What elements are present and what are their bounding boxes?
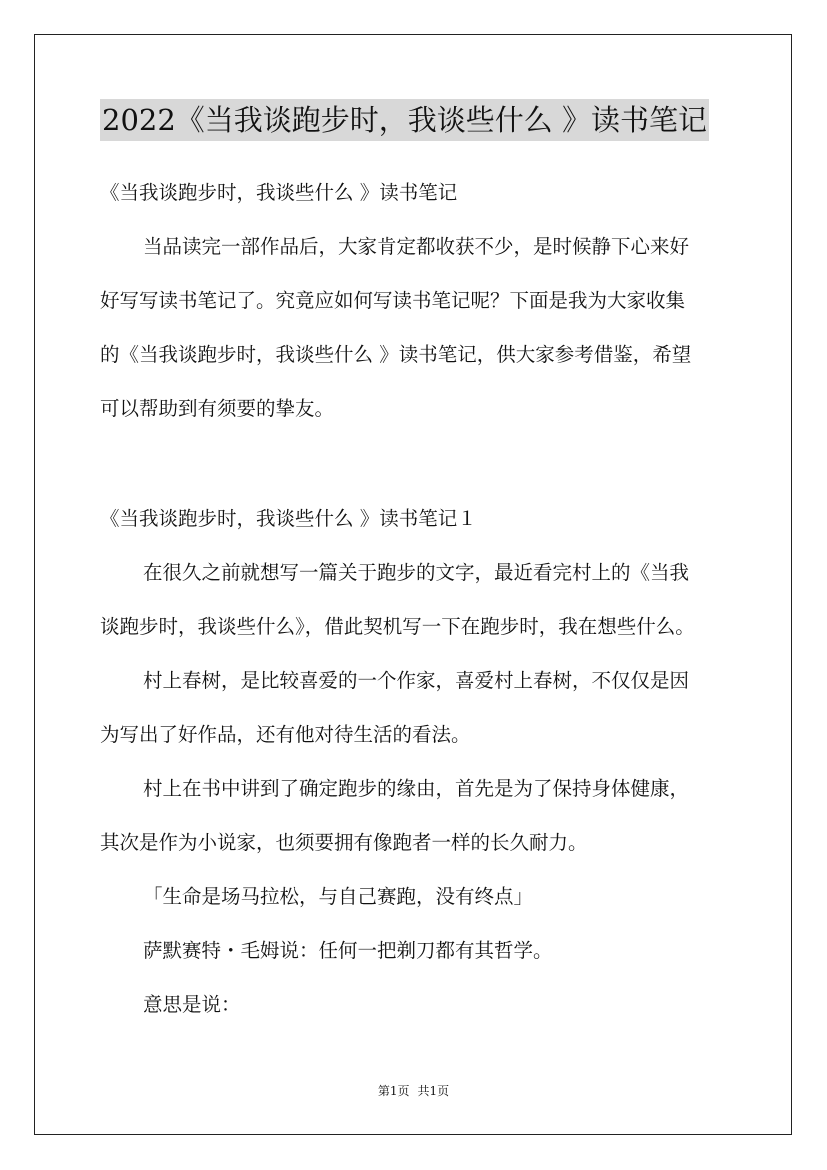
quote-line: 「生命是场马拉松，与自己赛跑，没有终点」 [143,885,534,908]
intro-line-4: 可以帮助到有须要的挚友。 [100,397,335,420]
intro-line-2: 好写写读书笔记了。究竟应如何写读书笔记呢？下面是我为大家收集 [100,289,686,312]
page-number: 第1页 [377,1084,410,1098]
document-title: 2022《当我谈跑步时，我谈些什么 》读书笔记 [100,99,709,141]
body-line-6: 其次是作为小说家，也须要拥有像跑者一样的长久耐力。 [100,831,588,854]
page-footer [0,1082,827,1100]
body-line-8: 意思是说： [143,993,241,1016]
body-line-2: 谈跑步时，我谈些什么》，借此契机写一下在跑步时，我在想些什么。 [100,615,695,638]
body-line-5: 村上在书中讲到了确定跑步的缘由，首先是为了保持身体健康， [143,777,690,800]
intro-line-1: 当品读完一部作品后，大家肯定都收获不少，是时候静下心来好 [143,235,690,258]
body-line-4: 为写出了好作品，还有他对待生活的看法。 [100,723,471,746]
subtitle-heading: 《当我谈跑步时，我谈些什么 》读书笔记 [100,181,458,204]
body-line-7: 萨默赛特・毛姆说：任何一把剃刀都有其哲学。 [143,939,553,962]
page-total: 共1页 [417,1084,450,1098]
section-heading-1: 《当我谈跑步时，我谈些什么 》读书笔记１ [100,507,477,530]
body-line-3: 村上春树，是比较喜爱的一个作家，喜爱村上春树，不仅仅是因 [143,669,690,692]
body-line-1: 在很久之前就想写一篇关于跑步的文字，最近看完村上的《当我 [143,561,690,584]
intro-line-3: 的《当我谈跑步时，我谈些什么 》读书笔记，供大家参考借鉴，希望 [100,343,692,366]
